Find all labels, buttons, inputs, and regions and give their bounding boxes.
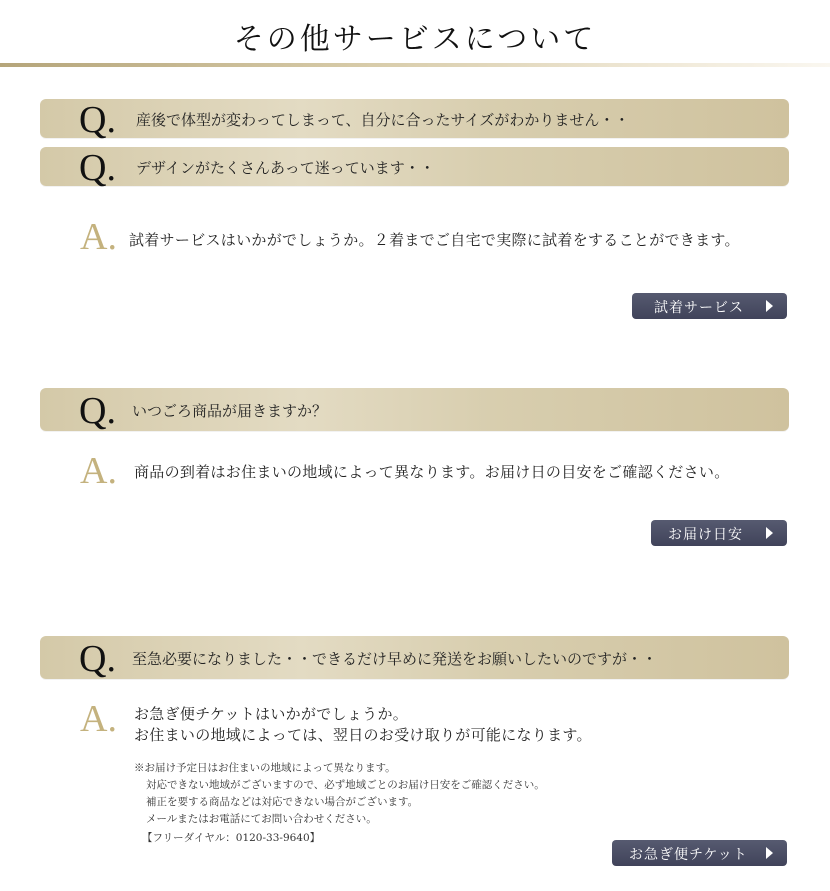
button-label: お届け日安 xyxy=(668,527,743,543)
question-bar-size xyxy=(40,99,789,141)
button-label: 試着サービス xyxy=(654,300,744,316)
title-divider xyxy=(0,63,830,67)
question-mark: Q. xyxy=(79,99,116,141)
question-mark: Q. xyxy=(79,147,116,189)
answer-mark: A. xyxy=(80,216,117,258)
note-line: メールまたはお電話にてお問い合わせください。 xyxy=(146,813,377,825)
question-mark: Q. xyxy=(79,390,116,432)
question-text: 至急必要になりました・・できるだけ早めに発送をお願いしたいのですが・・ xyxy=(132,650,658,668)
note-line: 補正を要する商品などは対応できない場合がございます。 xyxy=(146,796,419,808)
answer-text-line-2: お住まいの地域によっては、翌日のお受け取りが可能になります。 xyxy=(134,726,592,744)
question-bar-delivery xyxy=(40,388,789,431)
express-ticket-button[interactable] xyxy=(612,840,787,866)
fitting-service-button[interactable] xyxy=(632,293,787,319)
answer-text: 商品の到着はお住まいの地域によって異なります。お届け日の目安をご確認ください。 xyxy=(134,463,730,481)
question-bar-express xyxy=(40,636,789,679)
freedial-number: 【フリーダイヤル：0120-33-9640】 xyxy=(142,832,321,844)
answer-mark: A. xyxy=(80,450,117,492)
arrow-right-icon xyxy=(766,300,773,312)
question-text: いつごろ商品が届きますか？ xyxy=(132,402,328,420)
note-line: ※お届け予定日はお住まいの地域によって異なります。 xyxy=(134,762,396,774)
page-title: その他サービスについて xyxy=(233,22,597,57)
question-mark: Q. xyxy=(79,638,116,680)
answer-mark: A. xyxy=(80,698,117,740)
button-label: お急ぎ便チケット xyxy=(629,847,748,863)
arrow-right-icon xyxy=(766,847,773,859)
arrow-right-icon xyxy=(766,527,773,539)
question-text: 産後で体型が変わってしまって、自分に合ったサイズがわかりません・・ xyxy=(136,111,630,129)
question-bar-design xyxy=(40,147,789,189)
answer-text: 試着サービスはいかがでしょうか。２着までご自宅で実際に試着をすることができます。 xyxy=(129,231,740,249)
question-text: デザインがたくさんあって迷っています・・ xyxy=(136,159,435,177)
note-line: 対応できない地域がございますので、必ず地域ごとのお届け日安をご確認ください。 xyxy=(146,779,545,791)
answer-text-line-1: お急ぎ便チケットはいかがでしょうか。 xyxy=(134,705,409,723)
delivery-date-button[interactable] xyxy=(651,520,787,546)
